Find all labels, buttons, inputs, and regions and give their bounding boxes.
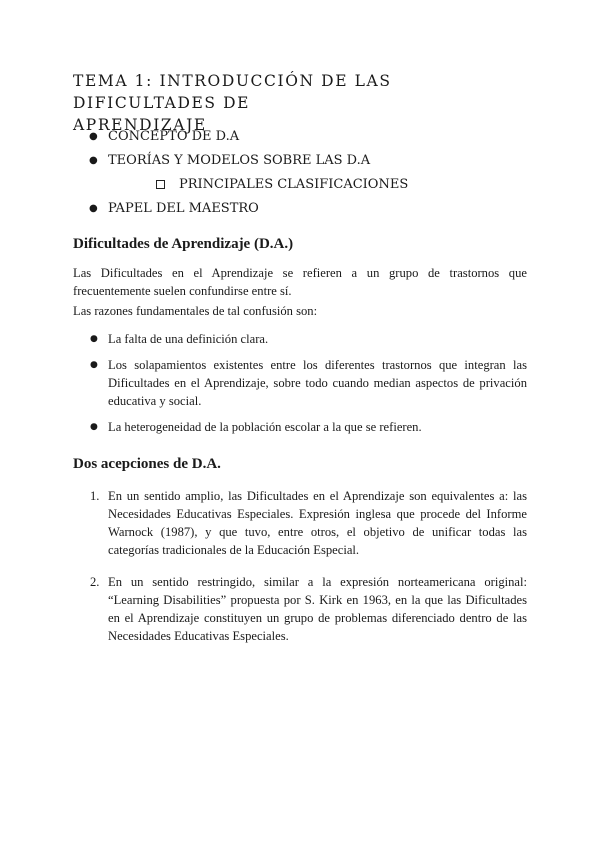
outline-subitem-label: PRINCIPALES CLASIFICACIONES bbox=[179, 177, 409, 192]
section-heading: Dos acepciones de D.A. bbox=[73, 456, 221, 472]
numbered-item-text: En un sentido restringido, similar a la expresión norteamericana original: “Learning Disabilities” propuesta por S. Kirk en 1963, en la que las Dificultades en el Aprendizaje constituyen un grupo de problemas diferenciado dentro de las Necesidades Educativas Especiales. bbox=[108, 575, 527, 643]
list-item-text: La heterogeneidad de la población escolar a la que se refieren. bbox=[108, 420, 422, 434]
bullet-icon: ● bbox=[89, 131, 98, 142]
bullet-icon: ● bbox=[90, 422, 98, 432]
list-item-text: Los solapamientos existentes entre los diferentes trastornos que integran las Dificultades en el Aprendizaje, sobre todo cuando median aspectos de privación educativa y social. bbox=[108, 358, 527, 408]
reasons-lead-text: Las razones fundamentales de tal confusión son: bbox=[73, 304, 318, 318]
outline-item-label: PAPEL DEL MAESTRO bbox=[108, 201, 259, 216]
item-number: 2. bbox=[90, 575, 100, 589]
bullet-icon: ● bbox=[90, 360, 98, 370]
section-heading: Dificultades de Aprendizaje (D.A.) bbox=[73, 236, 294, 252]
numbered-item-text: En un sentido amplio, las Dificultades en el Aprendizaje son equivalentes a: las Necesidades Educativas Especiales. Expresión inglesa que procede del Informe Warnock (1987), y que tuvo, entre otros, el objetivo de unificar todas las categorías tradicionales de la Educación Especial. bbox=[108, 489, 527, 557]
square-bullet-icon bbox=[156, 180, 165, 189]
outline-item-label: TEORÍAS Y MODELOS SOBRE LAS D.A bbox=[108, 153, 371, 168]
document-title-line-1: TEMA 1: INTRODUCCIÓN DE LAS DIFICULTADES DE bbox=[73, 72, 392, 112]
outline-item-label: CONCEPTO DE D.A bbox=[108, 129, 240, 144]
section-intro-paragraph: Las Dificultades en el Aprendizaje se refieren a un grupo de trastornos que frecuentemente suelen confundirse entre sí. bbox=[73, 266, 527, 298]
bullet-icon: ● bbox=[89, 203, 98, 214]
item-number: 1. bbox=[90, 489, 100, 503]
document-title bbox=[73, 70, 533, 136]
bullet-icon: ● bbox=[89, 155, 98, 166]
list-item-text: La falta de una definición clara. bbox=[108, 332, 269, 346]
bullet-icon: ● bbox=[90, 334, 98, 344]
document-title-line-2: APRENDIZAJE bbox=[73, 116, 207, 134]
